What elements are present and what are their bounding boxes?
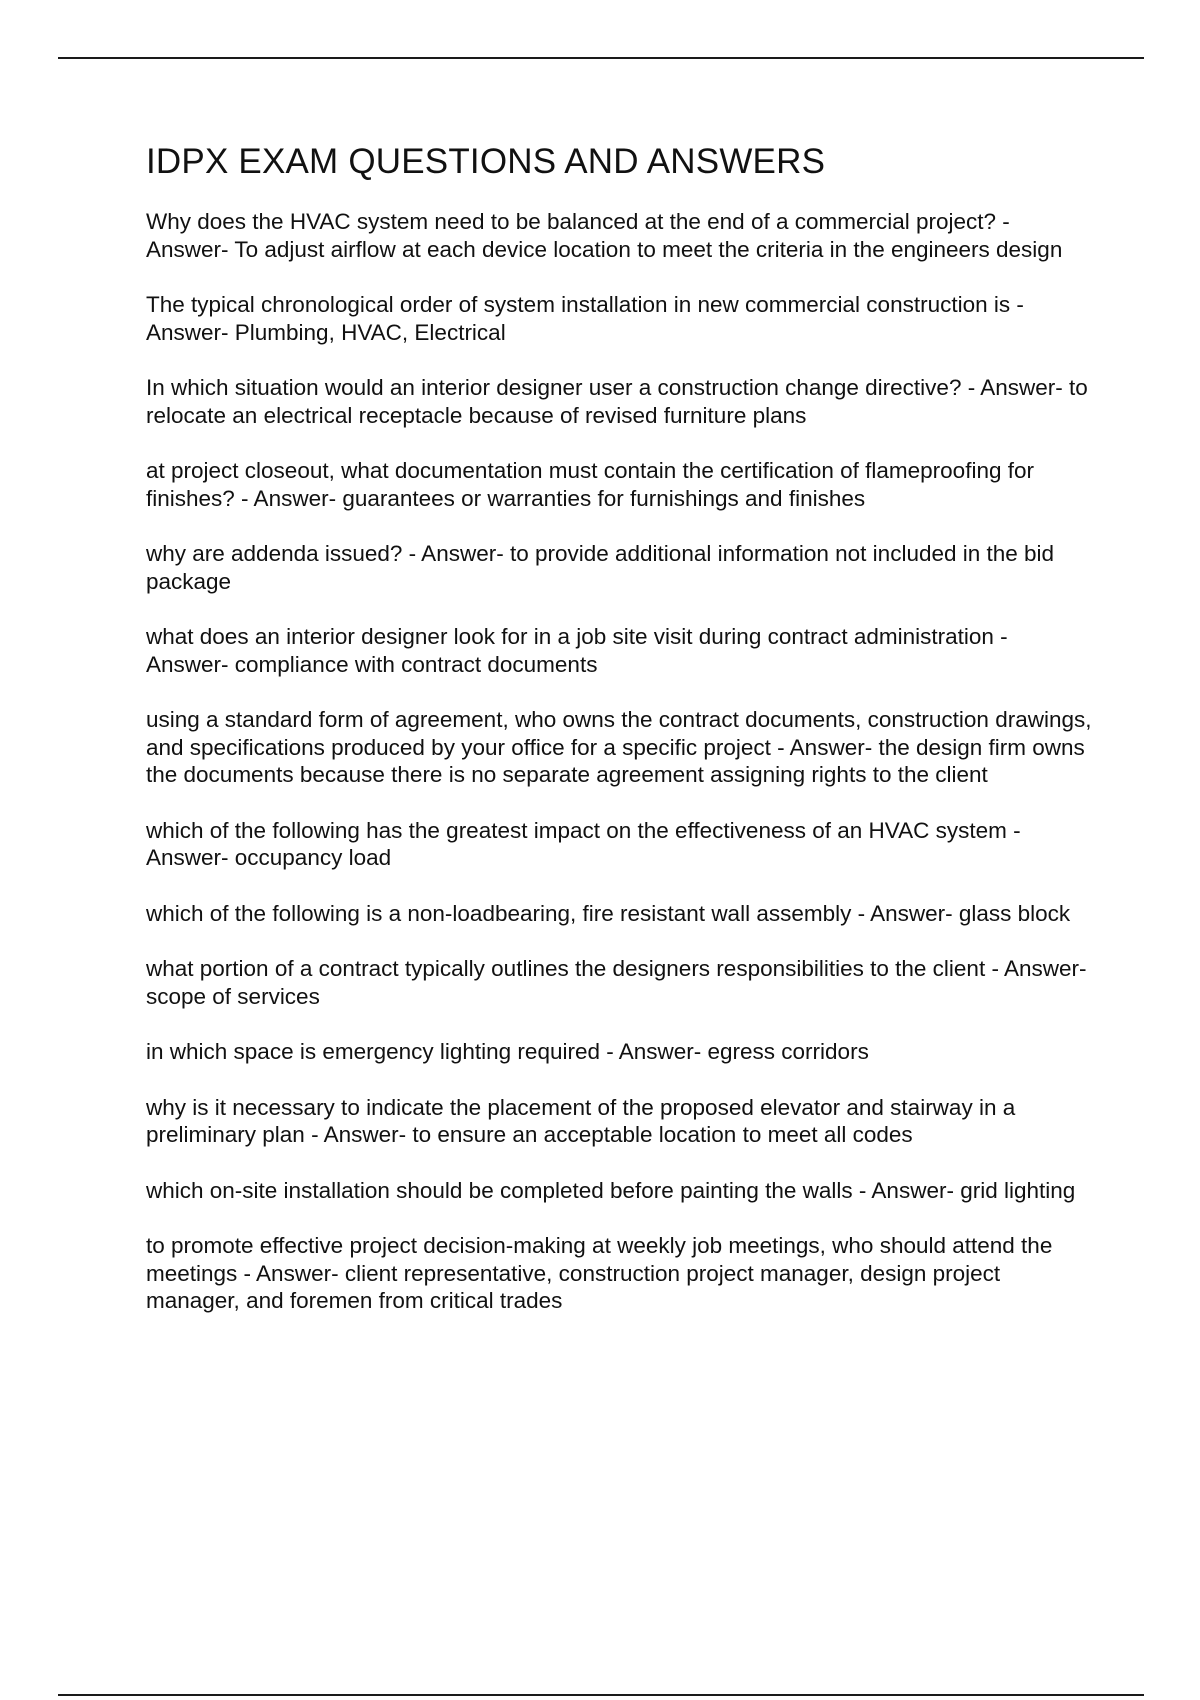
qa-item: what does an interior designer look for in a job site visit during contract administration - Answer- compliance with contract documents bbox=[146, 624, 1008, 677]
qa-item: in which space is emergency lighting required - Answer- egress corridors bbox=[146, 1039, 869, 1064]
qa-item: which on-site installation should be completed before painting the walls - Answer- grid lighting bbox=[146, 1177, 1076, 1203]
qa-item: which of the following has the greatest impact on the effectiveness of an HVAC system - Answer- occupancy load bbox=[146, 817, 1021, 870]
document-title: IDPX EXAM QUESTIONS AND ANSWERS bbox=[146, 142, 826, 181]
qa-item: In which situation would an interior designer user a construction change directive? - Answer- to relocate an electrical receptacle because of revised furniture plans bbox=[146, 375, 1088, 428]
bottom-divider bbox=[58, 1694, 1144, 1696]
top-divider bbox=[58, 57, 1144, 59]
qa-item: The typical chronological order of system installation in new commercial construction is - Answer- Plumbing, HVAC, Electrical bbox=[146, 292, 1024, 345]
qa-item: to promote effective project decision-making at weekly job meetings, who should attend the meetings - Answer- client representative, construction project manager, design project manager, and foremen from critical trades bbox=[146, 1233, 1053, 1313]
qa-item: Why does the HVAC system need to be balanced at the end of a commercial project? - Answer- To adjust airflow at each device location to meet the criteria in the engineers design bbox=[146, 209, 1063, 262]
qa-item: why is it necessary to indicate the placement of the proposed elevator and stairway in a preliminary plan - Answer- to ensure an acceptable location to meet all codes bbox=[146, 1094, 1016, 1147]
document-body bbox=[146, 140, 1092, 1343]
qa-item: which of the following is a non-loadbearing, fire resistant wall assembly - Answer- glass block bbox=[146, 900, 1071, 926]
qa-item: using a standard form of agreement, who owns the contract documents, construction drawings, and specifications produced by your office for a specific project - Answer- the design firm owns the documents because there is no separate agreement assigning rights to the client bbox=[146, 707, 1092, 787]
qa-item: why are addenda issued? - Answer- to provide additional information not included in the bid package bbox=[146, 541, 1055, 594]
qa-item: what portion of a contract typically outlines the designers responsibilities to the client - Answer- scope of services bbox=[146, 956, 1087, 1009]
qa-item: at project closeout, what documentation must contain the certification of flameproofing for finishes? - Answer- guarantees or warranties for furnishings and finishes bbox=[146, 458, 1034, 511]
